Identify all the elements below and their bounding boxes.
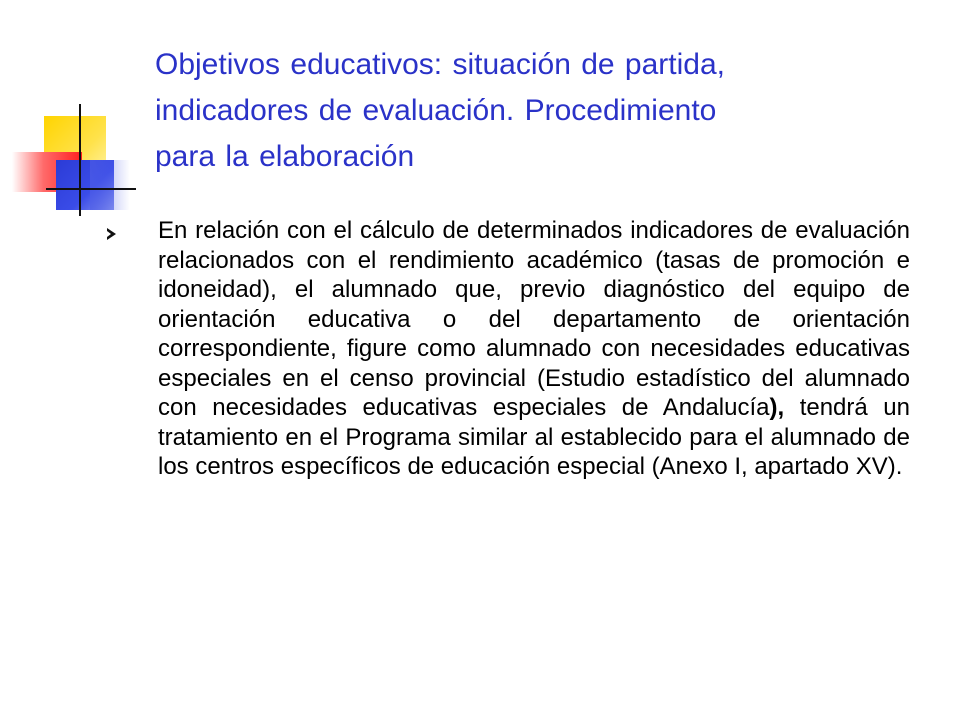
blue-fade-shape [90, 160, 130, 210]
bullet-text-main: En relación con el cálculo de determinados indicadores de evaluación relacionados con el rendimiento académico (tasas de promoción e idoneidad), el alumnado que, previo diagnóstico del equipo de orientación educativa o del departamento de orientación correspondiente, figure como alumnado con necesidades educativas especiales en el censo provincial (Estudio estadístico del alumnado con necesidades educativas especiales de Andalucía [158, 217, 910, 421]
bullet-text-end: tendrá un tratamiento en el Programa similar al establecido para el alumnado de los centros específicos de educación especial (Anexo I, apartado XV). [158, 394, 910, 480]
decorative-logo-icon [0, 0, 140, 230]
horizontal-line [46, 188, 136, 190]
slide-title: Objetivos educativos: situación de partida, indicadores de evaluación. Procedimiento para la elaboración [155, 48, 725, 173]
vertical-line [79, 104, 81, 216]
bullet-text-bold: ), [769, 394, 785, 421]
bullet-text [158, 216, 910, 482]
arrow-bullet-icon [107, 228, 116, 240]
